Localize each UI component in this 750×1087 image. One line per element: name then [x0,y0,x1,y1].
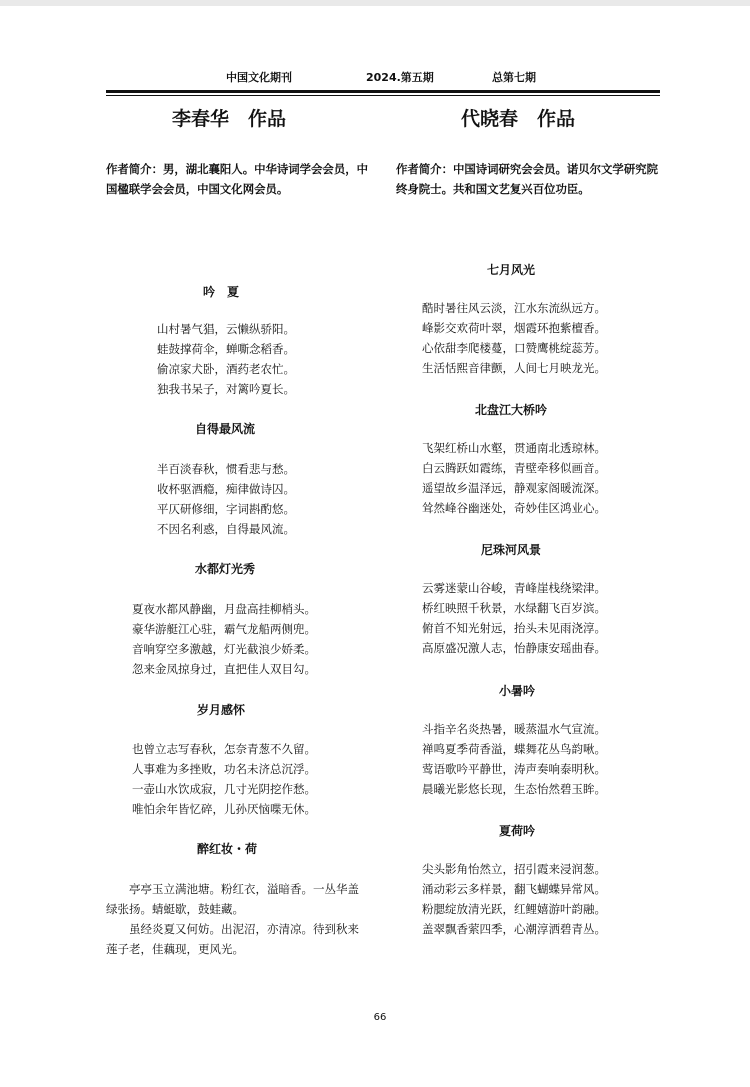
poem-body [422,298,606,378]
poem-body [157,459,295,539]
page-number: 66 [373,1012,387,1023]
poem-line: 忽来金凤掠身过，直把佳人双目勾。 [132,662,316,676]
poem-title: 岁月感怀 [196,703,245,717]
poem-line: 酷时暑往风云淡，江水东流纵远方。 [422,301,606,315]
journal-name: 中国文化期刊 [226,71,292,84]
poem-body [157,319,295,399]
poem-title: 尼珠河风景 [480,543,541,557]
poem-line: 桥红映照千秋景，水绿翻飞百岁滨。 [422,601,606,615]
poem-line: 涌动彩云多样景，翻飞蝴蝶异常风。 [422,882,606,896]
poem-line: 莺语歌吟平静世，涛声奏响泰明秋。 [422,762,606,776]
poem-body [422,578,606,658]
poem-line: 一壶山水饮成寂，几寸光阴挖作愁。 [132,782,316,796]
poem-line: 云雾迷蒙山谷峻，青峰崖栈绕梁津。 [422,581,606,595]
poem-line: 耸然峰谷幽迷处，奇妙佳区鸿业心。 [422,501,606,515]
poem-line: 禅鸣夏季荷香溢，蝶舞花丛鸟韵啾。 [422,742,606,756]
poem-line: 人事难为多挫败，功名未济总沉浮。 [132,762,316,776]
poem-title: 七月风光 [486,263,535,277]
poem-line: 高原盛况激人志，怡静康安瑶曲春。 [422,641,606,655]
poem-line: 山村暑气猖，云懒纵骄阳。 [157,322,295,336]
poem-line: 遥望故乡温泽远，静观家阁暖流深。 [422,481,606,495]
issue-number: 2024.第五期 [366,71,434,84]
poem-line: 唯怕余年皆忆碎，儿孙厌恼喋无休。 [132,802,316,816]
poem-title: 水都灯光秀 [194,562,255,576]
poem-body [422,719,606,799]
poem-line: 盖翠飘香萦四季，心潮淳洒碧青丛。 [422,922,606,936]
ci-paragraph: 虽经炎夏又何妨。出泥沼，亦清凉。待到秋来莲子老，佳藕现，更风光。 [106,922,359,956]
header-rule-thick [106,90,660,93]
right-author-bio: 作者简介：中国诗词研究会会员。诺贝尔文学研究院终身院士。共和国文艺复兴百位功臣。 [396,162,658,196]
poem-line: 平仄研修细，字词斟酌悠。 [157,502,295,516]
poem-line: 斗指辛名炎热暑，暖蒸温水气宣流。 [422,722,606,736]
poem-line: 尖头影角怡然立，招引霞来浸润葱。 [422,862,606,876]
poem-line: 偷凉家犬卧，酒药老农忙。 [157,362,295,376]
poem-body [132,599,316,679]
header-rule-thin [106,95,660,96]
right-author-title: 代晓春 作品 [460,108,575,130]
poem-line: 也曾立志写春秋，怎奈青葱不久留。 [132,742,316,756]
poem-line: 音响穿空多激越，灯光截浪少娇柔。 [132,642,316,656]
poem-line: 豪华游艇江心驻，霸气龙船两侧兜。 [132,622,316,636]
left-author-title: 李春华 作品 [171,108,286,130]
poem-line: 飞架红桥山水壑，贯通南北透琼林。 [422,441,606,455]
poem-title: 自得最风流 [194,422,255,436]
poem-line: 半百淡春秋，惯看悲与愁。 [157,462,295,476]
poem-title: 小暑吟 [498,684,535,698]
poem-line: 晨曦光影悠长现，生态怡然碧玉眸。 [422,782,606,796]
page [0,6,750,1087]
left-author-bio: 作者简介：男，湖北襄阳人。中华诗词学会会员，中国楹联学会会员，中国文化网会员。 [106,162,368,196]
poem-line: 白云腾跃如霞练，青壁牵移似画音。 [422,461,606,475]
ci-paragraph: 亭亭玉立满池塘。粉红衣，溢暗香。一丛华盖绿张扬。蜻蜓歇，鼓蛙藏。 [106,882,359,916]
poem-line: 收杯驱酒瘾，痴律做诗囚。 [157,482,295,496]
poem-title: 北盘江大桥吟 [474,403,547,417]
poem-line: 蛙鼓撑荷伞，蝉嘶念稻香。 [157,342,295,356]
poem-line: 粉腮绽放清光跃，红鲤嬉游叶韵融。 [422,902,606,916]
poem-body [422,438,606,518]
poem-title: 吟 夏 [202,285,239,299]
poem-body [132,739,316,819]
poem-line: 生活恬熙音律颤，人间七月映龙光。 [422,361,606,375]
poem-line: 峰影交欢荷叶翠，烟霞环抱紫檀香。 [422,321,606,335]
poem-title: 夏荷吟 [498,824,535,838]
total-issue: 总第七期 [492,71,536,84]
poem-body [422,859,606,939]
poem-line: 不因名利惑，自得最风流。 [157,522,295,536]
poem-line: 夏夜水都风静幽，月盘高挂柳梢头。 [132,602,316,616]
poem-line: 俯首不知光射远，抬头未见雨浇淳。 [422,621,606,635]
poem-line: 独我书呆子，对篱吟夏长。 [157,382,295,396]
poem-line: 心依甜李爬楼蔓，口赞鹰桃绽蕊芳。 [422,341,606,355]
poem-title: 醉红妆・荷 [196,842,257,856]
